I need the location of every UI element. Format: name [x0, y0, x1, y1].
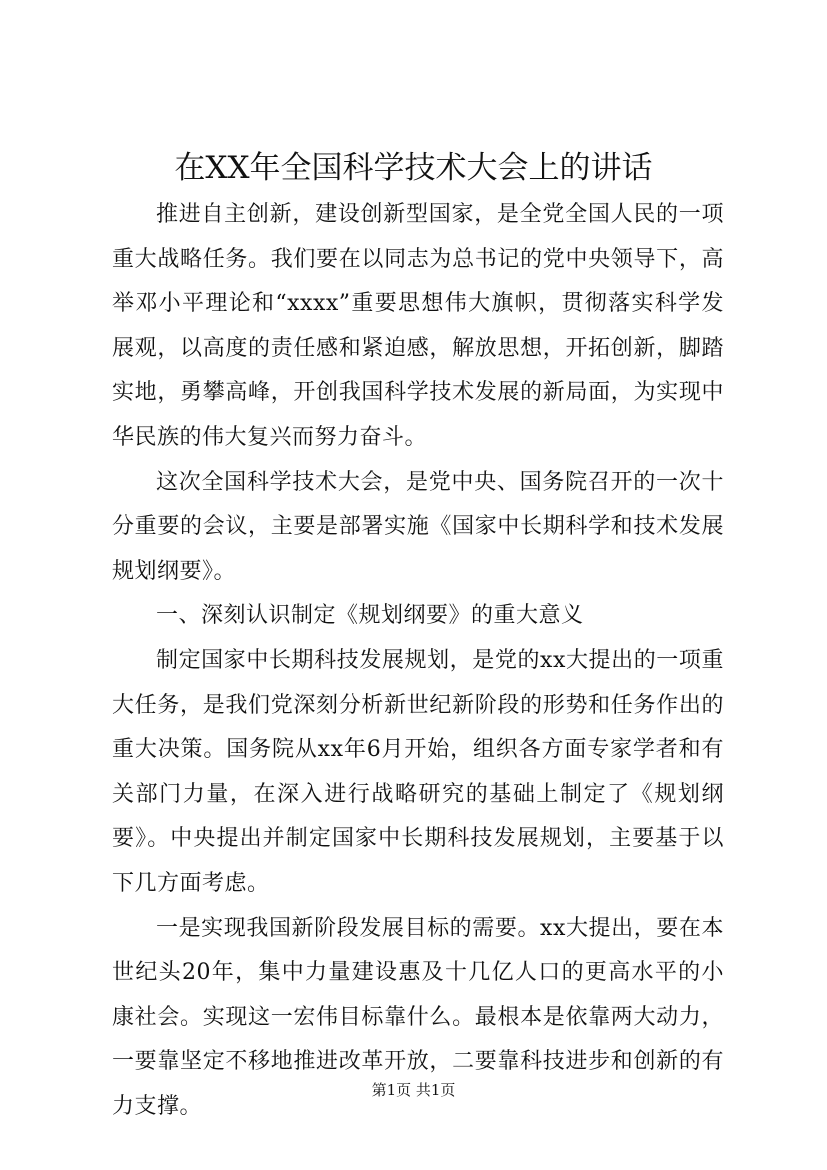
paragraph-4: 一是实现我国新阶段发展目标的需要。xx大提出，要在本世纪头20年，集中力量建设惠及十几亿人口的更高水平的小康社会。实现这一宏伟目标靠什么。最根本是依靠两大动力，一要靠坚定不移地推进改革开放，二要靠科技进步和创新的有力支撑。 — [112, 915, 724, 1119]
page-footer: 第1页 共1页 — [371, 1081, 456, 1099]
section-heading-1: 一、深刻认识制定《规划纲要》的重大意义 — [156, 603, 584, 629]
paragraph-1: 推进自主创新，建设创新型国家，是全党全国人民的一项重大战略任务。我们要在以同志为总书记的党中央领导下，高举邓小平理论和“xxxx”重要思想伟大旗帜，贯彻落实科学发展观，以高度的责任感和紧迫感，解放思想，开拓创新，脚踏实地，勇攀高峰，开创我国科学技术发展的新局面，为实现中华民族的伟大复兴而努力奋斗。 — [112, 202, 724, 450]
document-body — [112, 193, 724, 1129]
paragraph-3: 制定国家中长期科技发展规划，是党的xx大提出的一项重大任务，是我们党深刻分析新世纪新阶段的形势和任务作出的重大决策。国务院从xx年6月开始，组织各方面专家学者和有关部门力量，在深入进行战略研究的基础上制定了《规划纲要》。中央提出并制定国家中长期科技发展规划，主要基于以下几方面考虑。 — [112, 647, 724, 896]
paragraph-2: 这次全国科学技术大会，是党中央、国务院召开的一次十分重要的会议，主要是部署实施《国家中长期科学和技术发展规划纲要》。 — [112, 469, 724, 584]
document-title: 在XX年全国科学技术大会上的讲话 — [174, 150, 653, 186]
